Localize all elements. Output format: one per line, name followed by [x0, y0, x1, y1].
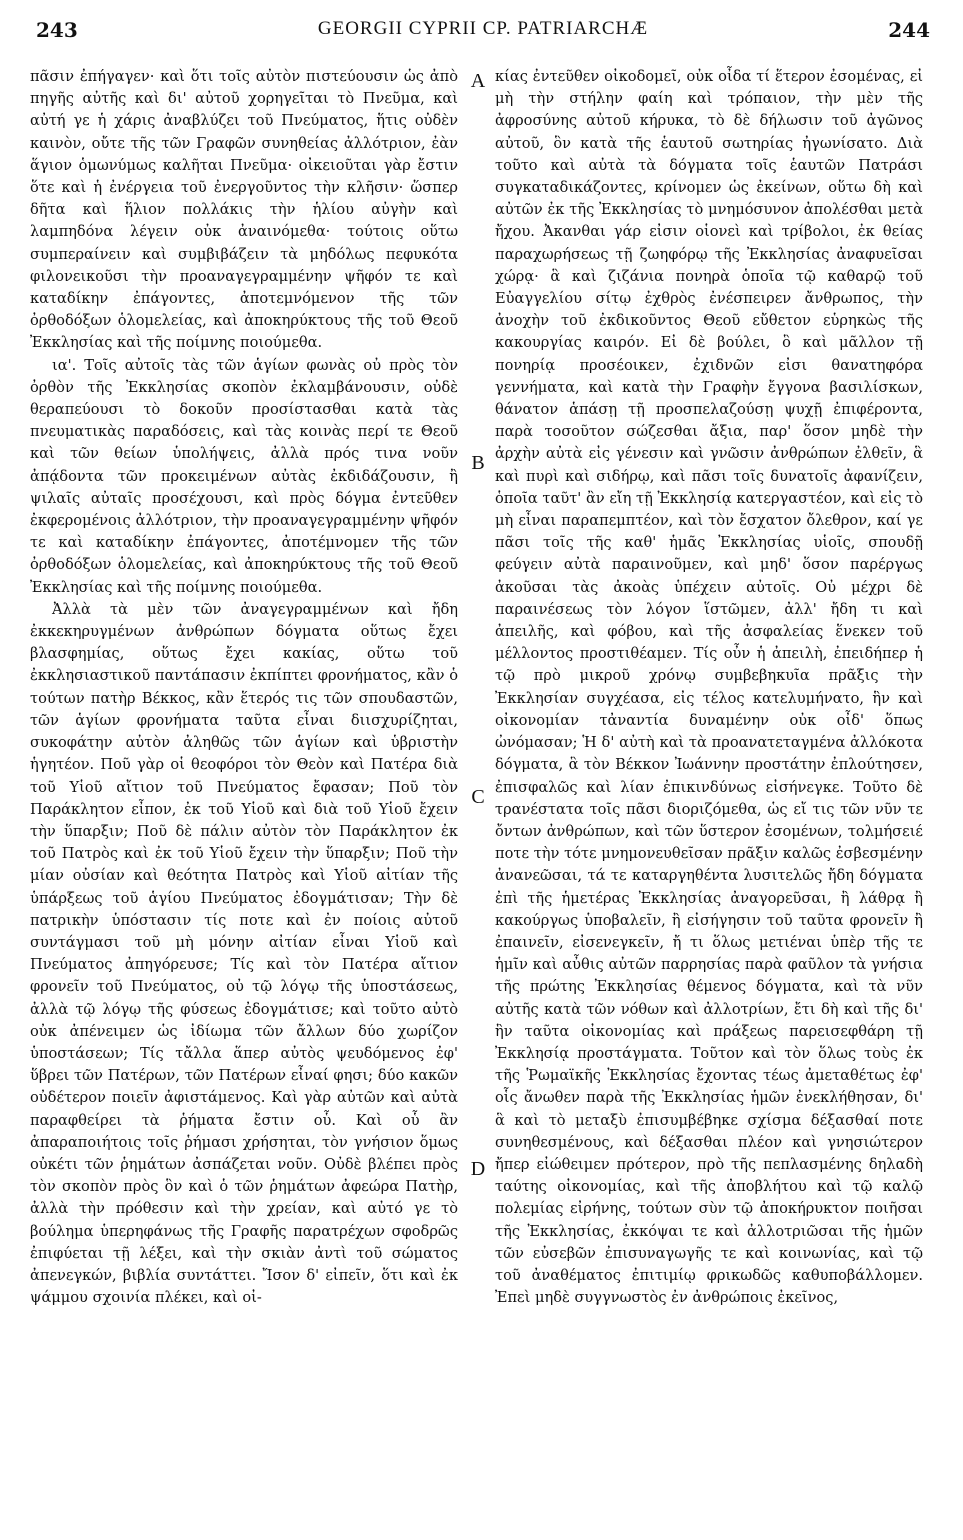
right-column: [495, 66, 923, 1309]
section-marker-c: C: [471, 786, 485, 808]
section-marker-b: B: [471, 452, 485, 474]
page-header: [30, 4, 936, 50]
left-paragraph-2: ια'. Τοῖς αὐτοῖς τὰς τῶν ἁγίων φωνὰς οὐ πρὸς τὸν ὀρθὸν τῆς Ἐκκλησίας σκοπὸν ἐκλαμβάνουσιν, οὐδὲ θεραπεύουσι τὸ δοκοῦν προσίστασθαι κατὰ τὰς πνευματικὰς παραδόσεις, καὶ τὰς κοινὰς περί τε Θεοῦ καὶ τῶν θείων ὑπολήψεις, ἀλλὰ πρός τινα νοῦν ἀπᾴδοντα τῶν προκειμένων αὐτὰς ἐκδιδάζουσιν, ἢ ψιλαῖς αὐταῖς προσέχουσι, καὶ πρὸς δόγμα ἐντεῦθεν ἐκφερομένοις ἀλλότριον, τὴν προαναγεγραμμένην ψῆφόν τε καὶ καταδίκην ἐπάγοντες, ἀποτέμνομεν τῆς τῶν ὀρθοδόξων ὁλομελείας, καὶ ἀποκηρύκτους τῆς τοῦ Θεοῦ Ἐκκλησίας καὶ τῆς ποίμνης ποιούμεθα.: [30, 356, 458, 596]
left-paragraph-1: πᾶσιν ἐπήγαγεν· καὶ ὅτι τοῖς αὐτὸν πιστεύουσιν ὡς ἀπὸ πηγῆς αὐτῆς καὶ δι' αὐτοῦ χορηγεῖται τὸ Πνεῦμα, καὶ αὐτή γε ἡ χάρις ἀναβλύζει τοῦ Πνεύματος, ἥτις οὐδὲν καινὸν, οὔτε τῆς τῶν Γραφῶν συνηθείας ἀλλότριον, ἐὰν ἅγιον ὁμωνύμως καλῆται Πνεῦμα· οἰκειοῦται γὰρ ἔστιν ὅτε καὶ ἡ ἐνέργεια τοῦ ἐνεργοῦντος τὴν κλῆσιν· ὥσπερ δῆτα καὶ ἥλιον πολλάκις τὴν ἡλίου αὐγὴν καὶ λαμπηδόνα λέγειν οὐκ ἀναινόμεθα· τούτοις οὕτω συμπεραίνειν καὶ συμβιβάζειν τὰ μηδόλως πεφυκότα φιλονεικοῦσι τὴν προαναγεγραμμένην ψῆφόν τε καὶ καταδίκην ἐπάγοντες, ἀποτεμνόμενον τῆς τῶν ὀρθοδόξων ὁλομελείας, καὶ ἀποκηρύκτους τῆς τοῦ Θεοῦ Ἐκκλησίας καὶ τῆς ποίμνης ποιούμεθα.: [30, 68, 458, 352]
section-marker-d: D: [470, 1158, 486, 1180]
running-title: GEORGII CYPRII CP. PATRIARCHÆ: [317, 18, 649, 39]
left-paragraph-3: Ἀλλὰ τὰ μὲν τῶν ἀναγεγραμμένων καὶ ἤδη ἐκκεκηρυγμένων ἀνθρώπων δόγματα οὕτως ἔχει βλασφημίας, οὕτως ἔχει κακίας, οὕτω τοῦ ἐκκλησιαστικοῦ παντάπασιν ἐκπίπτει φρονήματος, κἂν ὁ τούτων πατὴρ Βέκκος, κἂν ἕτερός τις τῶν σπουδαστῶν, τῶν ἁγίων φρονήματα ταῦτα εἶναι διισχυρίζηται, συκοφάτην αὐτὸν ἀληθῶς τῶν ἁγίων καὶ ὑβριστὴν ἡγητέον. Ποῦ γὰρ οἱ θεοφόροι τὸν Θεὸν καὶ Πατέρα διὰ τοῦ Υἱοῦ αἴτιον τοῦ Πνεύματος ἔφασαν; Ποῦ τὸν Παράκλητον εἶπον, ἐκ τοῦ Υἱοῦ καὶ διὰ τοῦ Υἱοῦ ἔχειν τὴν ὕπαρξιν; Ποῦ δὲ πάλιν αὐτὸν τὸν Παράκλητον ἐκ τοῦ Πατρὸς καὶ ἐκ τοῦ Υἱοῦ ἔχειν τὴν ὕπαρξιν; Ποῦ τὴν μίαν οὐσίαν καὶ θεότητα Πατρὸς καὶ Υἱοῦ αἰτίαν τῆς ὑπάρξεως τοῦ ἁγίου Πνεύματος ἐδογμάτισαν; Τὴν δὲ πατρικὴν ὑπόστασιν τίς ποτε καὶ ἐν ποίοις αὐτοῦ συντάγμασι τοῦ μὴ μόνην αἰτίαν εἶναι Υἱοῦ καὶ Πνεύματος ἀπηγόρευσε; Τίς καὶ τὸν Πατέρα αἴτιον φρονεῖν τοῦ Πνεύματος, οὐ τῷ λόγῳ τῆς ὑποστάσεως, ἀλλὰ τῷ λόγῳ τῆς φύσεως ἐδογμάτισε; καὶ τοῦτο αὐτὸ οὐκ ἀπένειμεν ὡς ἰδίωμα τῶν ἄλλων δύο χωρίζον ὑποστάσεων; Τίς τἄλλα ἅπερ αὐτὸς ψευδόμενος ἐφ' ὕβρει τῶν Πατέρων, τῶν Πατέρων εἶναί φησι; δύο κακῶν οὐδέτερον ποιεῖν ἀφιστάμενος. Καὶ γὰρ αὐτῶν καὶ αὐτὰ παραφθείρει τὰ ῥήματα ἔστιν οὗ. Καὶ οὗ ἂν ἀπαραποιήτοις τοῖς ῥήμασι χρήσηται, τὸν γνήσιον ὅμως οὐκέτι τῶν ῥημάτων ἀσπάζεται νοῦν. Οὐδὲ βλέπει πρὸς τὸν σκοπὸν πρὸς ὃν καὶ ὁ τῶν ῥημάτων ἀφεώρα Πατὴρ, ἀλλὰ τὴν πρόθεσιν καὶ τὴν χρείαν, καὶ αὐτό γε τὸ βούλημα ὑπερηφάνως τῆς Γραφῆς παρατρέχων σφοδρῶς ἐπιφύεται τῇ λέξει, καὶ τὴν σκιὰν ἀντὶ τοῦ σώματος ἀπενεγκών, βιβλία συντάττει. Ἴσον δ' εἰπεῖν, ὅτι καὶ ἐκ ψάμμου σχοινία πλέκει, καὶ οἰ-: [30, 600, 458, 1307]
page-number-right: 244: [888, 18, 930, 42]
page-number-left: 243: [36, 18, 78, 42]
right-paragraph-1: κίας ἐντεῦθεν οἰκοδομεῖ, οὐκ οἶδα τί ἕτερον ἐσομένας, εἰ μὴ τὴν στήλην φαίη καὶ τρόπαιον, τὴν μὲν τῆς ἀφροσύνης αὐτοῦ κήρυκα, τὸ δὲ δήλωσιν τοῦ ἀγῶνος αὐτοῦ, ὃν κατὰ τῆς ἑαυτοῦ σωτηρίας ἠγωνίσατο. Διὰ τοῦτο καὶ αὐτὰ τὰ δόγματα τοῖς ἑαυτῶν Πατράσι συγκαταδικάζοντες, κρίνομεν ὡς ἐκείνων, οὕτω δὴ καὶ αὐτῶν ἐκ τῆς Ἐκκλησίας τὸ μνημόσυνον ἀπολέσθαι μετὰ ἤχου. Ἀκανθαι γάρ εἰσιν οἱονεὶ καὶ τρίβολοι, ἐκ θείας παραχωρήσεως τῇ ζωηφόρῳ τῆς Ἐκκλησίας ἀναφυεῖσαι χώρᾳ· ἃ καὶ ζιζάνια πονηρὰ ὁποῖα τῷ καθαρῷ τοῦ Εὐαγγελίου σίτῳ ἐχθρὸς ἐνέσπειρεν ἄνθρωπος, τὴν ἀνοχὴν τοῦ ἐκδικοῦντος Θεοῦ εὔθετον εὑρηκὼς τῆς κακουργίας καιρόν. Εἰ δὲ βούλει, ὃ καὶ μᾶλλον τῇ πονηρίᾳ προσέοικεν, ἐχιδνῶν εἰσι θανατηφόρα γεννήματα, καὶ κατὰ τὴν Γραφὴν ἔγγονα βασιλίσκων, θάνατον ἁπάσῃ τῇ προσπελαζούσῃ ψυχῇ ἐπιφέροντα, παρὰ τοσοῦτον σώζεσθαι ἄξια, παρ' ὅσον μηδὲ τὴν ἀρχὴν αὐτὰ εἰς γένεσιν καὶ γνῶσιν ἀνθρώπων ἐλθεῖν, ἃ καὶ πυρὶ καὶ σιδήρῳ, καὶ πᾶσι τοῖς δυνατοῖς ἀφανίζειν, ὁποῖα ταῦτ' ἂν εἴη τῇ Ἐκκλησίᾳ κατεργαστέον, καὶ εἰς τὸ μὴ εἶναι παραπεμπτέον, καὶ τὸν ἔσχατον ὄλεθρον, καί γε πᾶσι τοῖς τῆς καθ' ἡμᾶς Ἐκκλησίας υἱοῖς, σπουδῇ φεύγειν αὐτὰ παραινοῦμεν, καὶ μηδ' ὅσον παρέργως ἀκοῦσαι τὰς ἀκοὰς ὑπέχειν αὐτοῖς. Οὐ μέχρι δὲ παραινέσεως τὸν λόγον ἵστῶμεν, ἀλλ' ἤδη τι καὶ ἀπειλῆς, καὶ φόβου, καὶ τῆς ἀσφαλείας ἕνεκεν τοῦ μέλλοντος προστιθέαμεν. Τίς οὖν ἡ ἀπειλὴ, ἐπειδήπερ ἡ τῷ πρὸ μικροῦ χρόνῳ συμβεβηκυῖα πρᾶξις τὴν Ἐκκλησίαν συγχέασα, εἰς τέλος κατελυμήνατο, ἣν καὶ οἰκονομίαν τἀναντία δυναμένην οὐκ οἶδ' ὅπως ὠνόμασαν; Ἡ δ' αὐτὴ καὶ τὰ προανατεταγμένα ἀλλόκοτα δόγματα, ἃ τὸν Βέκκον Ἰωάννην προστάτην ἐπλούτησεν, ἐπισφαλῶς καὶ λίαν ἐπικινδύνως εἰσήνεγκε. Τοῦτο δὲ τρανέστατα τοῖς πᾶσι διοριζόμεθα, ὡς εἴ τις τῶν νῦν τε ὄντων ἀνθρώπων, καὶ τῶν ὕστερον ἐσομένων, τολμήσειέ ποτε τὴν τότε μνημονευθεῖσαν πρᾶξιν καλῶς ἐσβεσμένην ἀνανεῶσαι, τά τε καταργηθέντα λυσιτελῶς ἤδη δόγματα ἐπὶ τῆς ἡμετέρας Ἐκκλησίας ἀναγορεῦσαι, ἢ λάθρᾳ ἢ κακούργως ὑποβαλεῖν, ἢ εἰσήγησιν τοῦ ταῦτα φρονεῖν ἢ ἐπαινεῖν, εἰσενεγκεῖν, ἤ τι ὅλως μετιέναι ὑπὲρ τῆς τε ἡμῖν καὶ αὖθις αὐτῶν παρρησίας παρὰ φαῦλον τὰ γνήσια τῆς πρώτης Ἐκκλησίας θέμενος δόγματα, καὶ τὰ νῦν αὐτῆς κατὰ τῶν νόθων καὶ ἀλλοτρίων, ἔτι δὴ καὶ τῆς δι' ἣν ταῦτα οἰκονομίας καὶ πράξεως παρεισεφθάρη τῇ Ἐκκλησίᾳ προστάγματα. Τοῦτον καὶ τὸν ὅλως τοὺς ἐκ τῆς Ῥωμαϊκῆς Ἐκκλησίας ἔχοντας τέως ἀμεταθέτως ἐφ' οἷς ἄνωθεν παρὰ τῆς Ἐκκλησίας ἡμῶν ἐνεκλήθησαν, δι' ἃ καὶ τὸ μεταξὺ ἐπισυμβέβηκε σχίσμα δέξασθαί ποτε συνηθεσμένους, καὶ δέξασθαι πλέον καὶ γνησιώτερον ἤπερ εἰώθειμεν πρότερον, πρὸ τῆς πεπλασμένης δηλαδὴ ταύτης οἰκονομίας, καὶ τῆς ἀποβλήτου καὶ τῷ καλῷ πολεμίας εἰρήνης, τούτων σὺν τῷ ἀποκήρυκτον ποιῆσαι τῆς Ἐκκλησίας, ἐκκόψαι τε καὶ ἀλλοτριῶσαι τῆς ἡμῶν τῶν εὐσεβῶν ἐπισυναγωγῆς τε καὶ κοινωνίας, καὶ τῷ τοῦ ἀναθέματος ἐπιτιμίῳ φρικωδῶς καθυποβάλλομεν. Ἐπεὶ μηδὲ συγγνωστὸς ἐν ἀνθρώποις ἐκεῖνος,: [495, 68, 923, 1307]
section-marker-a: A: [470, 70, 486, 92]
left-column: [30, 66, 458, 1309]
